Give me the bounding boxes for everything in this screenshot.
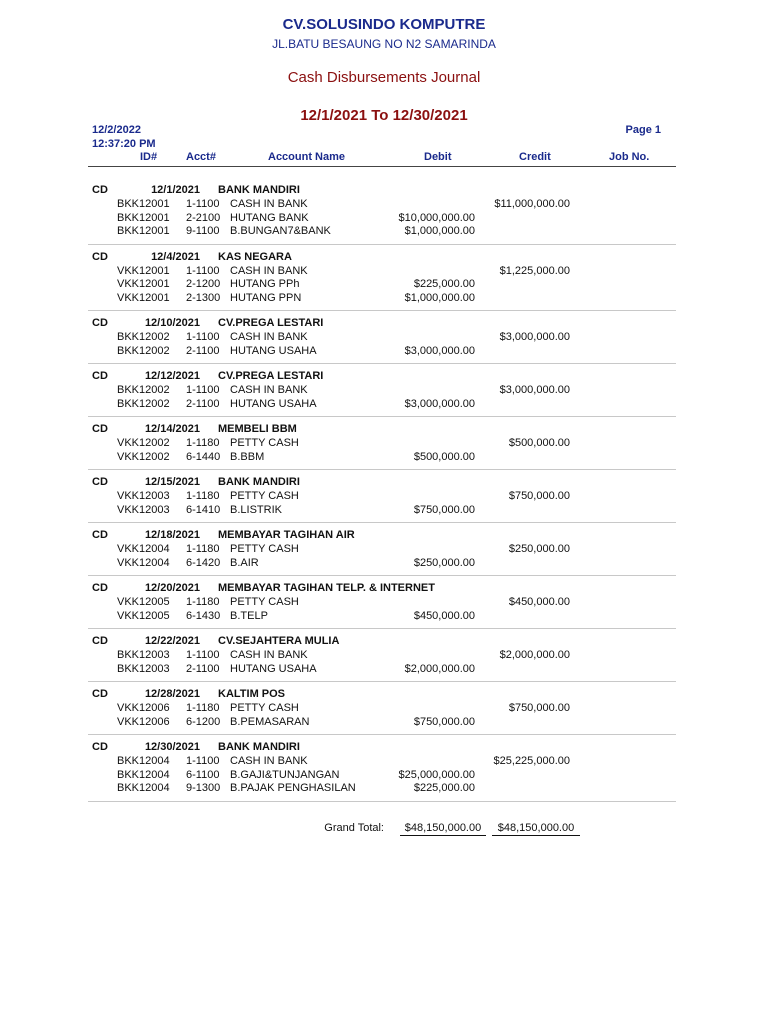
- col-credit: Credit: [519, 151, 551, 163]
- entry-line: [88, 398, 676, 412]
- line-acct: 1-1180: [186, 543, 220, 555]
- line-id: BKK12001: [117, 211, 170, 224]
- line-acct: 2-1300: [186, 291, 221, 304]
- company-name: CV.SOLUSINDO KOMPUTRE: [282, 16, 486, 33]
- line-acct: 1-1100: [186, 331, 220, 343]
- line-debit: $750,000.00: [413, 503, 475, 516]
- entry-type: CD: [92, 317, 108, 329]
- line-id: BKK12001: [117, 225, 170, 237]
- line-debit: $450,000.00: [413, 609, 475, 622]
- line-id: BKK12004: [117, 782, 170, 794]
- line-debit: $3,000,000.00: [404, 397, 475, 410]
- entry-date: 12/12/2021: [144, 370, 200, 382]
- entry-date: 12/4/2021: [151, 250, 200, 263]
- line-credit: $450,000.00: [508, 596, 570, 608]
- line-acct: 9-1100: [186, 225, 220, 237]
- line-id: VKK12001: [117, 278, 170, 290]
- col-account-name: Account Name: [268, 151, 346, 163]
- line-credit: $3,000,000.00: [499, 331, 570, 343]
- grand-total-debit-underline: [400, 835, 486, 836]
- entry-memo: CV.PREGA LESTARI: [218, 317, 324, 329]
- entry-line: [88, 451, 676, 465]
- line-id: BKK12004: [117, 755, 170, 767]
- line-debit: $1,000,000.00: [404, 291, 475, 304]
- line-debit: $225,000.00: [413, 278, 475, 290]
- entry-memo: CV.PREGA LESTARI: [218, 370, 324, 382]
- line-acct: 1-1100: [186, 264, 220, 277]
- line-id: VKK12001: [117, 291, 170, 304]
- entry-line: [88, 504, 676, 518]
- line-account-name: HUTANG USAHA: [230, 662, 317, 675]
- line-account-name: PETTY CASH: [230, 596, 299, 608]
- col-id: ID#: [140, 151, 158, 163]
- entry-line: [88, 543, 676, 557]
- line-id: BKK12003: [117, 662, 170, 675]
- print-time: 12:37:20 PM: [92, 138, 156, 150]
- line-id: BKK12004: [117, 768, 170, 781]
- line-debit: $225,000.00: [413, 782, 475, 794]
- line-id: BKK12002: [117, 397, 170, 410]
- line-account-name: HUTANG USAHA: [230, 397, 317, 410]
- line-id: VKK12005: [117, 596, 170, 608]
- entry-line: [88, 782, 676, 796]
- entry-date: 12/18/2021: [144, 529, 200, 541]
- line-acct: 2-1100: [186, 662, 220, 675]
- line-acct: 1-1100: [186, 198, 220, 210]
- line-account-name: PETTY CASH: [230, 543, 299, 555]
- line-credit: $3,000,000.00: [499, 384, 570, 396]
- entry-line: [88, 769, 676, 783]
- entry-line: [88, 596, 676, 610]
- entry-type: CD: [92, 370, 108, 382]
- line-acct: 6-1420: [186, 556, 221, 569]
- grand-total-credit-underline: [492, 835, 580, 836]
- journal-entry: [88, 629, 676, 682]
- entry-type: CD: [92, 635, 108, 647]
- line-debit: $2,000,000.00: [404, 662, 475, 675]
- line-account-name: HUTANG PPN: [230, 291, 302, 304]
- entry-line: [88, 649, 676, 663]
- entry-type: CD: [92, 423, 108, 435]
- line-account-name: PETTY CASH: [230, 702, 299, 714]
- report-title: Cash Disbursements Journal: [287, 69, 481, 86]
- line-debit: $25,000,000.00: [398, 768, 475, 781]
- entry-date: 12/28/2021: [144, 688, 200, 700]
- journal-entry: [88, 311, 676, 364]
- line-credit: $750,000.00: [508, 702, 570, 714]
- line-acct: 2-1100: [186, 397, 220, 410]
- entry-type: CD: [92, 476, 108, 488]
- line-account-name: CASH IN BANK: [230, 649, 308, 661]
- line-account-name: B.AIR: [230, 556, 259, 569]
- entry-memo: KALTIM POS: [218, 688, 286, 700]
- line-credit: $500,000.00: [508, 437, 570, 449]
- line-acct: 6-1430: [186, 609, 221, 622]
- line-acct: 6-1100: [186, 768, 220, 781]
- entry-line: [88, 557, 676, 571]
- entry-line: [88, 716, 676, 730]
- line-credit: $25,225,000.00: [493, 755, 570, 767]
- line-acct: 6-1200: [186, 715, 221, 728]
- entry-memo: BANK MANDIRI: [218, 741, 300, 753]
- line-acct: 1-1100: [186, 649, 220, 661]
- grand-total-debit: $48,150,000.00: [404, 822, 482, 834]
- entry-date: 12/30/2021: [144, 741, 200, 753]
- line-id: BKK12002: [117, 331, 170, 343]
- line-account-name: B.PEMASARAN: [230, 715, 310, 728]
- entry-line: [88, 278, 676, 292]
- entry-line: [88, 702, 676, 716]
- line-debit: $250,000.00: [413, 556, 475, 569]
- line-acct: 9-1300: [186, 782, 221, 794]
- line-account-name: CASH IN BANK: [230, 198, 308, 210]
- line-id: VKK12006: [117, 715, 170, 728]
- header-divider: [88, 166, 676, 167]
- journal-entry: [88, 576, 676, 629]
- entry-line: [88, 331, 676, 345]
- line-account-name: HUTANG USAHA: [230, 344, 317, 357]
- entry-line: [88, 292, 676, 306]
- line-account-name: B.PAJAK PENGHASILAN: [230, 782, 356, 794]
- line-id: VKK12004: [117, 543, 170, 555]
- line-account-name: HUTANG PPh: [230, 278, 300, 290]
- entry-line: [88, 437, 676, 451]
- entry-type: CD: [92, 529, 108, 541]
- line-account-name: B.TELP: [230, 609, 268, 622]
- line-account-name: B.BUNGAN7&BANK: [230, 225, 331, 237]
- journal-entry: [88, 245, 676, 312]
- line-id: BKK12001: [117, 198, 170, 210]
- line-acct: 6-1440: [186, 450, 221, 463]
- journal-entry: [88, 178, 676, 245]
- line-acct: 1-1100: [186, 384, 220, 396]
- line-acct: 6-1410: [186, 503, 221, 516]
- entry-type: CD: [92, 688, 108, 700]
- entry-memo: MEMBELI BBM: [218, 423, 297, 435]
- entry-line: [88, 755, 676, 769]
- entry-memo: MEMBAYAR TAGIHAN AIR: [218, 529, 355, 541]
- entry-memo: BANK MANDIRI: [218, 184, 300, 196]
- line-id: VKK12002: [117, 437, 170, 449]
- entry-date: 12/14/2021: [144, 423, 200, 435]
- line-debit: $750,000.00: [413, 715, 475, 728]
- journal-entry: [88, 470, 676, 523]
- entry-type: CD: [92, 250, 108, 263]
- entry-separator: [88, 801, 676, 802]
- entry-line: [88, 384, 676, 398]
- line-account-name: B.GAJI&TUNJANGAN: [230, 768, 340, 781]
- line-credit: $2,000,000.00: [499, 649, 570, 661]
- line-account-name: B.BBM: [230, 450, 265, 463]
- line-acct: 1-1180: [186, 490, 220, 502]
- line-account-name: B.LISTRIK: [230, 503, 282, 516]
- entry-line: [88, 663, 676, 677]
- journal-entry: [88, 364, 676, 417]
- line-debit: $1,000,000.00: [404, 225, 475, 237]
- line-credit: $750,000.00: [508, 490, 570, 502]
- line-credit: $1,225,000.00: [499, 264, 570, 277]
- line-credit: $250,000.00: [508, 543, 570, 555]
- journal-entry: [88, 682, 676, 735]
- entry-date: 12/15/2021: [144, 476, 200, 488]
- entry-memo: BANK MANDIRI: [218, 476, 300, 488]
- entry-line: [88, 610, 676, 624]
- line-acct: 2-2100: [186, 211, 221, 224]
- line-id: VKK12004: [117, 556, 170, 569]
- company-address: JL.BATU BESAUNG NO N2 SAMARINDA: [272, 37, 496, 51]
- entry-line: [88, 198, 676, 212]
- line-account-name: CASH IN BANK: [230, 264, 308, 277]
- line-account-name: CASH IN BANK: [230, 755, 308, 767]
- grand-total-credit: $48,150,000.00: [497, 822, 575, 834]
- entry-type: CD: [92, 184, 108, 196]
- line-id: BKK12003: [117, 649, 170, 661]
- col-debit: Debit: [424, 151, 452, 163]
- line-account-name: HUTANG BANK: [230, 211, 309, 224]
- entry-date: 12/1/2021: [151, 184, 200, 196]
- journal-entry: [88, 523, 676, 576]
- entry-memo: CV.SEJAHTERA MULIA: [218, 635, 340, 647]
- line-debit: $3,000,000.00: [404, 344, 475, 357]
- entry-date: 12/22/2021: [144, 635, 200, 647]
- entry-type: CD: [92, 741, 108, 753]
- entry-line: [88, 225, 676, 239]
- line-id: BKK12002: [117, 344, 170, 357]
- entry-date: 12/10/2021: [144, 317, 200, 329]
- line-id: VKK12003: [117, 503, 170, 516]
- print-date: 12/2/2022: [92, 124, 141, 136]
- line-credit: $11,000,000.00: [494, 198, 570, 210]
- entry-line: [88, 345, 676, 359]
- line-acct: 1-1180: [186, 437, 220, 449]
- line-debit: $10,000,000.00: [398, 211, 475, 224]
- entry-line: [88, 212, 676, 226]
- entry-line: [88, 265, 676, 279]
- grand-total-label: Grand Total:: [324, 822, 384, 834]
- line-account-name: CASH IN BANK: [230, 384, 308, 396]
- journal-entry: [88, 735, 676, 802]
- line-id: BKK12002: [117, 384, 170, 396]
- line-id: VKK12001: [117, 264, 170, 277]
- journal-entry: [88, 417, 676, 470]
- line-id: VKK12006: [117, 702, 170, 714]
- line-acct: 2-1200: [186, 278, 221, 290]
- line-account-name: PETTY CASH: [230, 490, 299, 502]
- entry-memo: KAS NEGARA: [218, 250, 292, 263]
- line-acct: 1-1180: [186, 596, 220, 608]
- line-acct: 1-1180: [186, 702, 220, 714]
- line-account-name: PETTY CASH: [230, 437, 299, 449]
- page-number: Page 1: [625, 124, 661, 136]
- report-period: 12/1/2021 To 12/30/2021: [300, 107, 468, 124]
- line-account-name: CASH IN BANK: [230, 331, 308, 343]
- line-acct: 1-1100: [186, 755, 220, 767]
- line-id: VKK12005: [117, 609, 170, 622]
- entry-line: [88, 490, 676, 504]
- entry-type: CD: [92, 582, 108, 594]
- col-acct: Acct#: [186, 151, 216, 163]
- line-id: VKK12003: [117, 490, 170, 502]
- line-debit: $500,000.00: [413, 450, 475, 463]
- line-acct: 2-1100: [186, 344, 220, 357]
- line-id: VKK12002: [117, 450, 170, 463]
- col-job-no: Job No.: [609, 151, 650, 163]
- entry-memo: MEMBAYAR TAGIHAN TELP. & INTERNET: [218, 582, 435, 594]
- entry-date: 12/20/2021: [144, 582, 200, 594]
